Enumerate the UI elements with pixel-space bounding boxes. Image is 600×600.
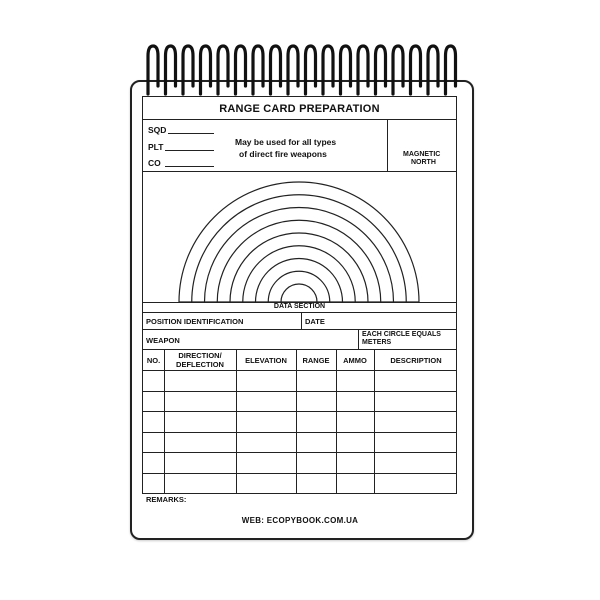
spiral-coil	[376, 46, 386, 94]
col-range: RANGE	[302, 356, 330, 365]
spiral-coil	[201, 46, 211, 94]
range-circle	[192, 195, 407, 302]
data-section-bottom	[143, 312, 456, 313]
spiral-coil	[323, 46, 333, 94]
col-direction-2: DEFLECTION	[176, 360, 224, 369]
table-header-divider	[143, 370, 456, 371]
magnetic-line-1: MAGNETIC	[403, 151, 441, 158]
card-title: RANGE CARD PREPARATION	[219, 103, 380, 115]
sqd-label: SQD	[148, 125, 167, 135]
remarks-label: REMARKS:	[146, 495, 187, 504]
spiral-coil	[306, 46, 316, 94]
table-row[interactable]	[143, 493, 456, 494]
col-divider-5	[374, 349, 375, 493]
each-circle-line-2: METERS	[362, 339, 392, 346]
col-divider-2	[236, 349, 237, 493]
col-no: NO.	[146, 356, 161, 365]
spiral-coil	[341, 46, 351, 94]
spiral-binding	[130, 42, 470, 98]
date-label: DATE	[305, 317, 325, 326]
col-description: DESCRIPTION	[390, 356, 442, 365]
table-row[interactable]	[143, 411, 456, 412]
range-circle	[230, 233, 368, 302]
col-elevation: ELEVATION	[245, 356, 287, 365]
data-section-label: DATA SECTION	[273, 303, 326, 310]
range-card	[142, 96, 457, 504]
table-row[interactable]	[143, 432, 456, 433]
range-circle	[281, 284, 317, 302]
range-circle	[243, 246, 356, 302]
spiral-coil	[148, 46, 158, 94]
table-row[interactable]	[143, 473, 456, 474]
magnetic-divider	[387, 119, 388, 171]
spiral-coil	[393, 46, 403, 94]
weapon-divider	[143, 349, 456, 350]
plt-field[interactable]	[165, 150, 214, 151]
position-divider	[143, 329, 456, 330]
col-direction-1: DIRECTION/	[178, 351, 222, 360]
col-divider-4	[336, 349, 337, 493]
magnetic-line-2: NORTH	[411, 159, 436, 166]
table-row[interactable]	[143, 452, 456, 453]
note-line-2: of direct fire weapons	[239, 149, 327, 159]
spiral-coil	[428, 46, 438, 94]
spiral-coil	[411, 46, 421, 94]
each-circle-divider	[358, 329, 359, 349]
spiral-coil	[358, 46, 368, 94]
note-line-1: May be used for all types	[235, 137, 337, 147]
col-divider-1	[164, 349, 165, 493]
col-ammo: AMMO	[343, 356, 367, 365]
co-field[interactable]	[165, 166, 214, 167]
date-divider	[301, 312, 302, 329]
position-identification-label: POSITION IDENTIFICATION	[146, 317, 244, 326]
spiral-coil	[166, 46, 176, 94]
col-divider-3	[296, 349, 297, 493]
weapon-label: WEAPON	[146, 336, 180, 345]
spiral-coil	[236, 46, 246, 94]
range-circles-diagram	[143, 171, 455, 303]
spiral-coil	[446, 46, 456, 94]
sqd-field[interactable]	[168, 133, 214, 134]
title-divider	[143, 119, 456, 120]
range-circle	[268, 271, 330, 302]
co-label: CO	[148, 158, 161, 168]
table-row[interactable]	[143, 391, 456, 392]
spiral-coil	[253, 46, 263, 94]
website-footer: WEB: ECOPYBOOK.COM.UA	[241, 516, 359, 525]
spiral-coil	[288, 46, 298, 94]
spiral-coil	[183, 46, 193, 94]
plt-label: PLT	[148, 142, 164, 152]
spiral-coil	[271, 46, 281, 94]
each-circle-line-1: EACH CIRCLE EQUALS	[362, 331, 441, 338]
spiral-coil	[218, 46, 228, 94]
